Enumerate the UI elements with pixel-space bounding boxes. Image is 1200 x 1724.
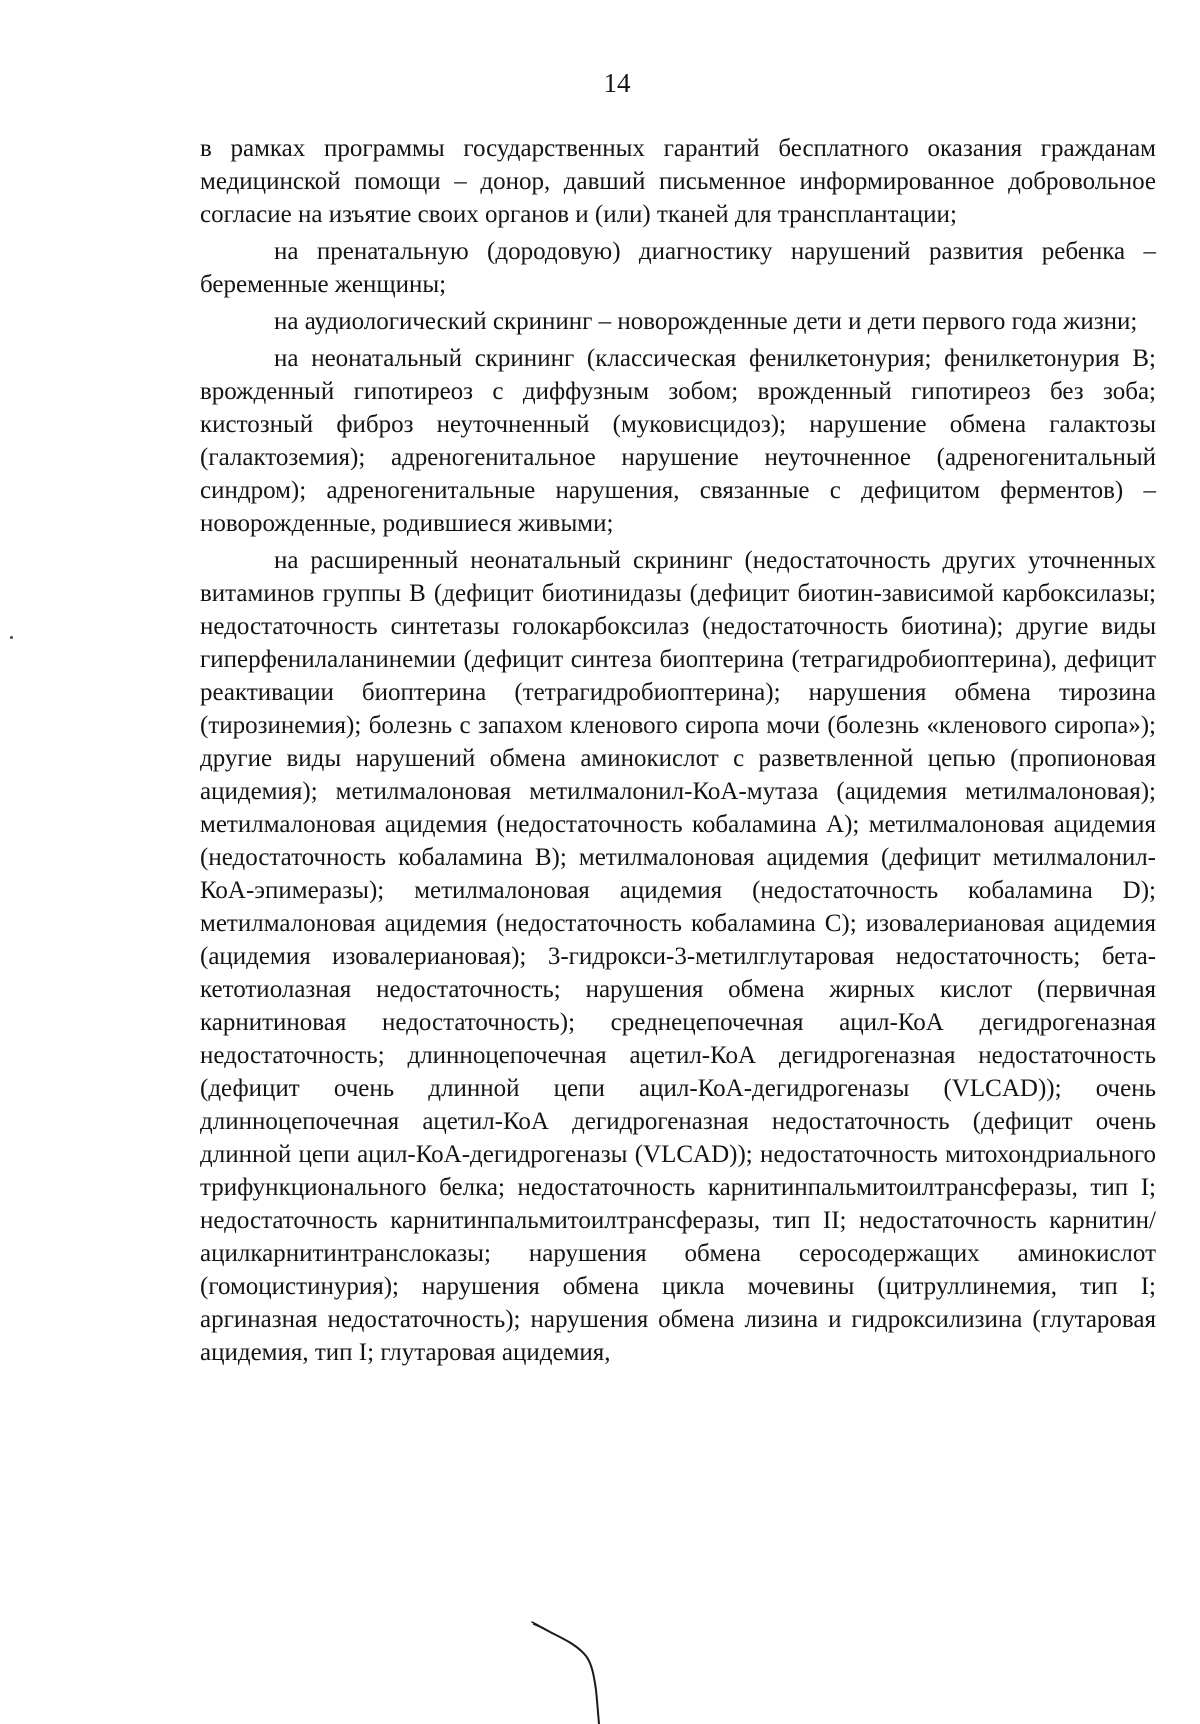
paragraph-neonatal-screening: на неонатальный скрининг (классическая фенилкетонурия; фенилкетонурия В; врожденный гипотиреоз с диффузным зобом; врожденный гипотиреоз без зоба; кистозный фиброз неуточненный (муковисцидоз); нарушение обмена галактозы (галактоземия); адреногенитальное нарушение неуточненное (адреногенитальный синдром); адреногенитальные нарушения, связанные с дефицитом ферментов) – новорожденные, родившиеся живыми; <box>200 345 1156 537</box>
signature-stroke-image <box>530 1620 630 1724</box>
margin-dot <box>10 636 13 639</box>
paragraph-audiological-screening: на аудиологический скрининг – новорожденные дети и дети первого года жизни; <box>274 308 1138 335</box>
page-number: 14 <box>603 68 631 98</box>
paragraph-extended-neonatal-screening: на расширенный неонатальный скрининг (недостаточность других уточненных витаминов группы В (дефицит биотинидазы (дефицит биотин-зависимой карбоксилазы; недостаточность синтетазы голокарбоксилаз (недостаточность биотина); другие виды гиперфенилаланинемии (дефицит синтеза биоптерина (тетрагидробиоптерина), дефицит реактивации биоптерина (тетрагидробиоптерина); нарушения обмена тирозина (тирозинемия); болезнь с запахом кленового сиропа мочи (болезнь «кленового сиропа»); другие виды нарушений обмена аминокислот с разветвленной цепью (пропионовая ацидемия); метилмалоновая метилмалонил-КоА-мутаза (ацидемия метилмалоновая); метилмалоновая ацидемия (недостаточность кобаламина А); метилмалоновая ацидемия (недостаточность кобаламина В); метилмалоновая ацидемия (дефицит метилмалонил-КоА-эпимеразы); метилмалоновая ацидемия (недостаточность кобаламина D); метилмалоновая ацидемия (недостаточность кобаламина С); изовалериановая ацидемия (ацидемия изовалериановая); 3-гидрокси-3-метилглутаровая недостаточность; бета-кетотиолазная недостаточность; нарушения обмена жирных кислот (первичная карнитиновая недостаточность); среднецепочечная ацил-КоА дегидрогеназная недостаточность; длинноцепочечная ацетил-КоА дегидрогеназная недостаточность (дефицит очень длинной цепи ацил-КоА-дегидрогеназы (VLCAD)); очень длинноцепочечная ацетил-КоА дегидрогеназная недостаточность (дефицит очень длинной цепи ацил-КоА-дегидрогеназы (VLCAD)); недостаточность митохондриального трифункционального белка; недостаточность карнитинпальмитоилтрансферазы, тип I; недостаточность карнитинпальмитоилтрансферазы, тип II; недостаточность карнитин/ацилкарнитинтранслоказы; нарушения обмена серосодержащих аминокислот (гомоцистинурия); нарушения обмена цикла мочевины (цитруллинемия, тип I; аргиназная недостаточность); нарушения обмена лизина и гидроксилизина (глутаровая ацидемия, тип I; глутаровая ацидемия, <box>200 547 1156 1366</box>
document-body <box>200 132 1156 1373</box>
paragraph-donor-consent: в рамках программы государственных гарантий бесплатного оказания гражданам медицинской помощи – донор, давший письменное информированное добровольное согласие на изъятие своих органов и (или) тканей для трансплантации; <box>200 135 1156 228</box>
paragraph-prenatal-diagnostics: на пренатальную (дородовую) диагностику нарушений развития ребенка – беременные женщины; <box>200 238 1156 298</box>
